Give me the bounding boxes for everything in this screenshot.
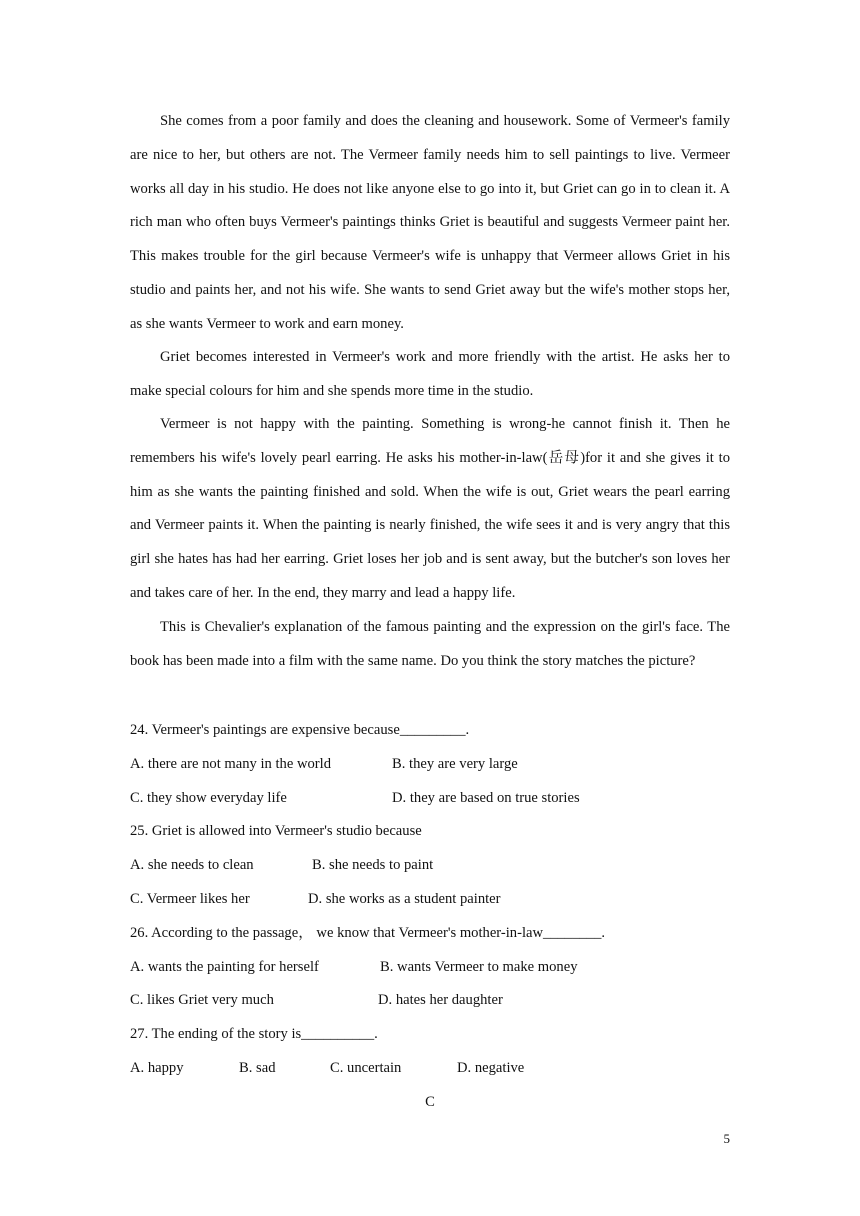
question-27-stem: 27. The ending of the story is__________. (130, 1026, 378, 1042)
question-27-option-a: A. happy (130, 1060, 184, 1076)
question-27-option-d: D. negative (457, 1060, 525, 1076)
question-26-option-d: D. hates her daughter (378, 992, 503, 1008)
question-25-option-a: A. she needs to clean (130, 857, 254, 873)
question-27-option-c: C. uncertain (330, 1060, 402, 1076)
passage-paragraph-3: Vermeer is not happy with the painting. Something is wrong-he cannot finish it. Then he remembers his wife's lovely pearl earring. He asks his mother-in-law(岳母)for it and she gives it to him as she wants the painting finished and sold. When the wife is out, Griet wears the pearl earring and Vermeer paints it. When the painting is nearly finished, the wife sees it and is very angry that this girl she hates has had her earring. Griet loses her job and is sent away, but the butcher's son loves her and takes care of her. In the end, they marry and lead a happy life. (130, 416, 730, 601)
question-24-option-c: C. they show everyday life (130, 790, 287, 806)
question-24-option-d: D. they are based on true stories (392, 790, 580, 806)
question-26-option-a: A. wants the painting for herself (130, 959, 319, 975)
question-24-option-b: B. they are very large (392, 756, 518, 772)
passage-paragraph-2: Griet becomes interested in Vermeer's work and more friendly with the artist. He asks her to make special colours for him and she spends more time in the studio. (130, 349, 730, 399)
question-26-option-b: B. wants Vermeer to make money (380, 959, 578, 975)
question-24-option-a: A. there are not many in the world (130, 756, 332, 772)
question-25-option-b: B. she needs to paint (312, 857, 434, 873)
question-25-stem: 25. Griet is allowed into Vermeer's studio because (130, 823, 422, 839)
section-letter: C (425, 1094, 435, 1110)
question-27-option-b: B. sad (239, 1060, 276, 1076)
question-24-stem: 24. Vermeer's paintings are expensive because_________. (130, 722, 470, 738)
passage-paragraph-4: This is Chevalier's explanation of the famous painting and the expression on the girl's face. The book has been made into a film with the same name. Do you think the story matches the picture? (130, 619, 730, 669)
page-number: 5 (723, 1131, 730, 1146)
question-26-stem: 26. According to the passage， we know that Vermeer's mother-in-law________. (130, 925, 606, 941)
passage-paragraph-1: She comes from a poor family and does the cleaning and housework. Some of Vermeer's family are nice to her, but others are not. The Vermeer family needs him to sell paintings to live. Vermeer works all day in his studio. He does not like anyone else to go into it, but Griet can go in to clean it. A rich man who often buys Vermeer's paintings thinks Griet is beautiful and suggests Vermeer paint her. This makes trouble for the girl because Vermeer's wife is unhappy that Vermeer allows Griet in his studio and paints her, and not his wife. She wants to send Griet away but the wife's mother stops her, as she wants Vermeer to work and earn money. (130, 113, 730, 332)
question-25-option-d: D. she works as a student painter (308, 891, 501, 907)
question-26-option-c: C. likes Griet very much (130, 992, 274, 1008)
question-25-option-c: C. Vermeer likes her (130, 891, 250, 907)
